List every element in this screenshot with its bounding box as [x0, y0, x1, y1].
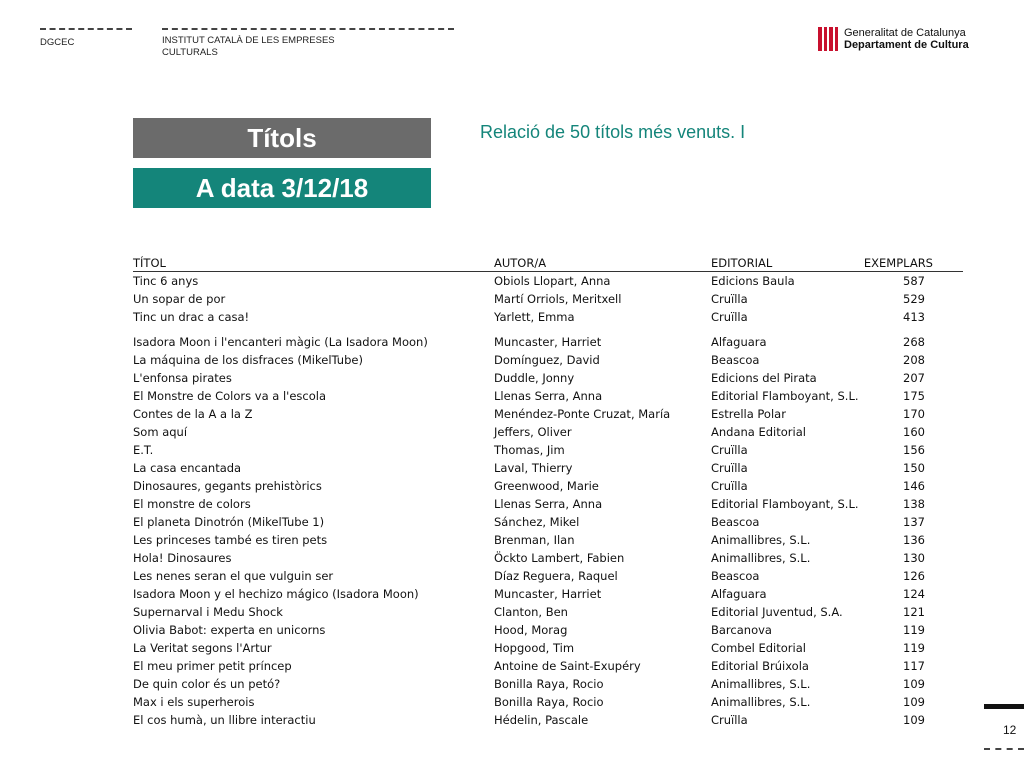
cell-copies: 109 — [903, 713, 925, 727]
cell-publisher: Cruïlla — [711, 479, 748, 493]
institute-label — [162, 35, 335, 59]
cell-author: Jeffers, Oliver — [494, 425, 572, 439]
cell-author: Yarlett, Emma — [494, 310, 575, 324]
cell-author: Bonilla Raya, Rocio — [494, 677, 604, 691]
table-row — [133, 308, 963, 326]
cell-publisher: Animallibres, S.L. — [711, 695, 811, 709]
cell-publisher: Cruïlla — [711, 461, 748, 475]
cell-author: Clanton, Ben — [494, 605, 568, 619]
cell-publisher: Editorial Brúixola — [711, 659, 809, 673]
cell-publisher: Cruïlla — [711, 292, 748, 306]
table-row — [133, 423, 963, 441]
cell-copies: 138 — [903, 497, 925, 511]
cell-title: Tinc 6 anys — [133, 274, 199, 288]
cell-copies: 130 — [903, 551, 925, 565]
cell-copies: 119 — [903, 623, 925, 637]
cell-copies: 150 — [903, 461, 925, 475]
cell-author: Bonilla Raya, Rocio — [494, 695, 604, 709]
table-header-row — [133, 256, 963, 272]
cell-title: Olivia Babot: experta en unicorns — [133, 623, 326, 637]
table-row — [133, 513, 963, 531]
cell-title: Tinc un drac a casa! — [133, 310, 250, 324]
cell-author: Duddle, Jonny — [494, 371, 575, 385]
cell-author: Öckto Lambert, Fabien — [494, 551, 625, 565]
cell-title: Les nenes seran el que vulguin ser — [133, 569, 334, 583]
table-row — [133, 477, 963, 495]
cell-author: Brenman, Ilan — [494, 533, 575, 547]
corner-dash — [984, 748, 1024, 750]
cell-title: Dinosaures, gegants prehistòrics — [133, 479, 322, 493]
cell-title: El monstre de colors — [133, 497, 251, 511]
table-row — [133, 549, 963, 567]
cell-copies: 413 — [903, 310, 925, 324]
table-row — [133, 387, 963, 405]
table-body — [133, 272, 963, 730]
table-row — [133, 603, 963, 621]
table-row — [133, 351, 963, 369]
table-row — [133, 693, 963, 711]
cell-title: Supernarval i Medu Shock — [133, 605, 283, 619]
cell-publisher: Edicions Baula — [711, 274, 795, 288]
table-row — [133, 657, 963, 675]
table-row — [133, 272, 963, 291]
table-row — [133, 495, 963, 513]
table-row — [133, 369, 963, 387]
table-row — [133, 675, 963, 693]
table-row — [133, 621, 963, 639]
cell-copies: 529 — [903, 292, 925, 306]
cell-title: Isadora Moon i l'encanteri màgic (La Isadora Moon) — [133, 335, 428, 349]
cell-title: L'enfonsa pirates — [133, 371, 232, 385]
cell-author: Domínguez, David — [494, 353, 600, 367]
cell-copies: 109 — [903, 677, 925, 691]
cell-copies: 175 — [903, 389, 925, 403]
table-row — [133, 459, 963, 477]
cell-author: Laval, Thierry — [494, 461, 573, 475]
page-title: Títols — [133, 118, 431, 158]
date-title: A data 3/12/18 — [133, 168, 431, 208]
table-row — [133, 326, 963, 351]
logo-text — [844, 27, 969, 51]
cell-publisher: Beascoa — [711, 353, 760, 367]
table-row — [133, 639, 963, 657]
cell-publisher: Estrella Polar — [711, 407, 786, 421]
cell-title: La máquina de los disfraces (MikelTube) — [133, 353, 363, 367]
cell-publisher: Combel Editorial — [711, 641, 806, 655]
column-header-publisher: EDITORIAL — [711, 256, 863, 272]
corner-bar — [984, 704, 1024, 709]
cell-publisher: Editorial Flamboyant, S.L. — [711, 497, 859, 511]
logo-line-1: Generalitat de Catalunya — [844, 27, 966, 39]
generalitat-logo — [818, 27, 969, 51]
cell-copies: 207 — [903, 371, 925, 385]
cell-title: Hola! Dinosaures — [133, 551, 232, 565]
table-row — [133, 441, 963, 459]
cell-title: Som aquí — [133, 425, 188, 439]
cell-title: Les princeses també es tiren pets — [133, 533, 328, 547]
cell-author: Antoine de Saint-Exupéry — [494, 659, 641, 673]
cell-title: Max i els superherois — [133, 695, 255, 709]
cell-publisher: Alfaguara — [711, 587, 767, 601]
senyera-icon — [818, 27, 838, 51]
cell-copies: 208 — [903, 353, 925, 367]
cell-title: Contes de la A a la Z — [133, 407, 253, 421]
cell-copies: 124 — [903, 587, 925, 601]
cell-author: Thomas, Jim — [494, 443, 565, 457]
cell-author: Greenwood, Marie — [494, 479, 599, 493]
cell-publisher: Editorial Juventud, S.A. — [711, 605, 843, 619]
cell-title: El meu primer petit príncep — [133, 659, 292, 673]
logo-line-2: Departament de Cultura — [844, 39, 969, 51]
cell-copies: 137 — [903, 515, 925, 529]
header-rule-left — [40, 28, 132, 30]
cell-publisher: Edicions del Pirata — [711, 371, 817, 385]
cell-title: E.T. — [133, 443, 154, 457]
table-row — [133, 531, 963, 549]
cell-copies: 268 — [903, 335, 925, 349]
cell-title: De quin color és un petó? — [133, 677, 281, 691]
cell-title: El cos humà, un llibre interactiu — [133, 713, 316, 727]
cell-publisher: Animallibres, S.L. — [711, 677, 811, 691]
column-header-copies: EXEMPLARS — [863, 256, 963, 272]
cell-title: El planeta Dinotrón (MikelTube 1) — [133, 515, 325, 529]
table-row — [133, 711, 963, 729]
cell-copies: 587 — [903, 274, 925, 288]
report-subtitle: Relació de 50 títols més venuts. I — [480, 122, 746, 142]
cell-author: Sánchez, Mikel — [494, 515, 580, 529]
cell-title: Un sopar de por — [133, 292, 226, 306]
header-rule-right — [162, 28, 454, 30]
cell-copies: 146 — [903, 479, 925, 493]
institute-line-1: INSTITUT CATALÀ DE LES EMPRESES — [162, 35, 335, 46]
cell-publisher: Barcanova — [711, 623, 772, 637]
cell-author: Obiols Llopart, Anna — [494, 274, 611, 288]
cell-publisher: Cruïlla — [711, 310, 748, 324]
cell-publisher: Cruïlla — [711, 443, 748, 457]
cell-author: Hédelin, Pascale — [494, 713, 589, 727]
table-row — [133, 567, 963, 585]
cell-copies: 117 — [903, 659, 925, 673]
cell-publisher: Animallibres, S.L. — [711, 551, 811, 565]
table-row — [133, 405, 963, 423]
cell-author: Hopgood, Tim — [494, 641, 575, 655]
cell-author: Hood, Morag — [494, 623, 568, 637]
column-header-title: TÍTOL — [133, 256, 494, 272]
cell-author: Menéndez-Ponte Cruzat, María — [494, 407, 671, 421]
cell-title: La casa encantada — [133, 461, 242, 475]
institute-line-2: CULTURALS — [162, 47, 218, 58]
cell-publisher: Beascoa — [711, 569, 760, 583]
cell-title: Isadora Moon y el hechizo mágico (Isadora Moon) — [133, 587, 419, 601]
titles-table — [133, 256, 963, 729]
cell-title: El Monstre de Colors va a l'escola — [133, 389, 327, 403]
cell-author: Muncaster, Harriet — [494, 335, 602, 349]
cell-author: Llenas Serra, Anna — [494, 389, 603, 403]
cell-copies: 136 — [903, 533, 925, 547]
column-header-author: AUTOR/A — [494, 256, 711, 272]
cell-copies: 121 — [903, 605, 925, 619]
cell-copies: 156 — [903, 443, 925, 457]
cell-publisher: Editorial Flamboyant, S.L. — [711, 389, 859, 403]
cell-publisher: Beascoa — [711, 515, 760, 529]
cell-author: Díaz Reguera, Raquel — [494, 569, 618, 583]
page-number: 12 — [1003, 723, 1017, 737]
cell-copies: 119 — [903, 641, 925, 655]
cell-author: Muncaster, Harriet — [494, 587, 602, 601]
cell-publisher: Animallibres, S.L. — [711, 533, 811, 547]
cell-author: Llenas Serra, Anna — [494, 497, 603, 511]
cell-title: La Veritat segons l'Artur — [133, 641, 272, 655]
table-row — [133, 585, 963, 603]
table-row — [133, 290, 963, 308]
cell-publisher: Alfaguara — [711, 335, 767, 349]
cell-copies: 109 — [903, 695, 925, 709]
cell-copies: 170 — [903, 407, 925, 421]
cell-copies: 160 — [903, 425, 925, 439]
dept-label: DGCEC — [40, 37, 75, 48]
cell-publisher: Andana Editorial — [711, 425, 806, 439]
cell-publisher: Cruïlla — [711, 713, 748, 727]
cell-author: Martí Orriols, Meritxell — [494, 292, 622, 306]
cell-copies: 126 — [903, 569, 925, 583]
